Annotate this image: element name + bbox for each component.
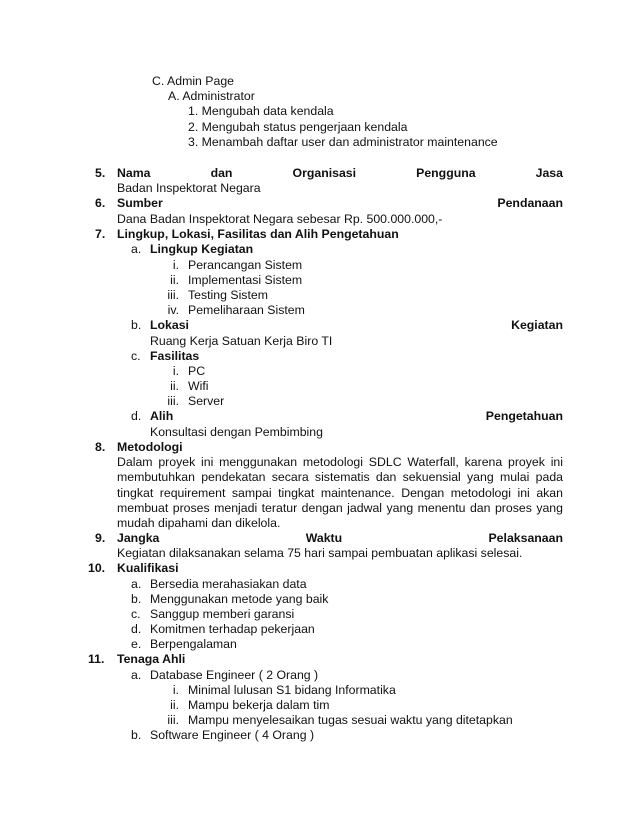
task-item: 2. Mengubah status pengerjaan kendala: [188, 120, 408, 134]
roman-marker: ii.: [170, 379, 179, 393]
administrator-heading: A. Administrator: [168, 89, 255, 103]
section-6-body: Dana Badan Inspektorat Negara sebesar Rp. 500.000.000,-: [117, 212, 443, 226]
roman-marker: iii.: [167, 713, 179, 727]
list-item: Minimal lulusan S1 bidang Informatika: [188, 683, 396, 697]
section-9-heading: [117, 531, 563, 546]
list-marker: a.: [131, 242, 142, 256]
list-item: Wifi: [188, 379, 209, 393]
heading-word: Pengguna: [416, 166, 476, 180]
roman-marker: iv.: [167, 303, 179, 317]
heading-word: Pelaksanaan: [488, 531, 563, 545]
list-marker: b.: [131, 592, 142, 606]
subsection-heading: Software Engineer ( 4 Orang ): [150, 728, 315, 742]
task-item: 3. Menambah daftar user dan administrator maintenance: [188, 135, 498, 149]
list-item: Menggunakan metode yang baik: [150, 592, 329, 606]
heading-word: Pengetahuan: [485, 409, 563, 423]
heading-word: Nama: [117, 166, 151, 180]
heading-word: Jasa: [535, 166, 563, 180]
list-marker: a.: [131, 577, 142, 591]
heading-word: Pendanaan: [497, 196, 563, 210]
list-item: Mampu menyelesaikan tugas sesuai waktu yang ditetapkan: [188, 713, 513, 727]
section-10-heading: Kualifikasi: [117, 561, 179, 575]
section-number: 7.: [95, 227, 106, 241]
section-number: 9.: [95, 531, 106, 545]
section-number: 10.: [88, 561, 106, 575]
subsection-heading: [150, 409, 563, 424]
heading-word: Kegiatan: [511, 318, 563, 332]
section-number: 11.: [88, 652, 105, 666]
section-5-body: Badan Inspektorat Negara: [117, 181, 261, 195]
section-11-heading: Tenaga Ahli: [117, 652, 186, 666]
heading-word: Organisasi: [292, 166, 357, 180]
list-marker: a.: [131, 668, 142, 682]
list-item: Implementasi Sistem: [188, 273, 303, 287]
roman-marker: iii.: [167, 288, 179, 302]
list-item: PC: [188, 364, 206, 378]
task-item: 1. Mengubah data kendala: [188, 104, 334, 118]
subsection-body: Konsultasi dengan Pembimbing: [150, 425, 323, 439]
list-item: Mampu bekerja dalam tim: [188, 698, 330, 712]
heading-word: Lokasi: [150, 318, 189, 332]
heading-word: Sumber: [117, 196, 163, 210]
roman-marker: ii.: [170, 698, 179, 712]
subsection-heading: [150, 318, 563, 333]
section-number: 5.: [95, 166, 106, 180]
roman-marker: iii.: [167, 394, 179, 408]
heading-word: Alih: [150, 409, 174, 423]
section-6-heading: [117, 196, 563, 211]
roman-marker: ii.: [170, 273, 179, 287]
roman-marker: i.: [172, 258, 179, 272]
list-item: Komitmen terhadap pekerjaan: [150, 622, 315, 636]
subsection-heading: Fasilitas: [150, 349, 200, 363]
list-marker: e.: [131, 637, 142, 651]
admin-page-heading: C. Admin Page: [152, 74, 235, 88]
subsection-body: Ruang Kerja Satuan Kerja Biro TI: [150, 334, 333, 348]
list-marker: d.: [131, 622, 142, 636]
list-marker: c.: [131, 349, 141, 363]
list-marker: c.: [131, 607, 141, 621]
list-item: Perancangan Sistem: [188, 258, 303, 272]
subsection-heading: Lingkup Kegiatan: [150, 242, 254, 256]
list-marker: d.: [131, 409, 142, 423]
roman-marker: i.: [172, 683, 179, 697]
list-item: Pemeliharaan Sistem: [188, 303, 305, 317]
subsection-heading: Database Engineer ( 2 Orang ): [150, 668, 319, 682]
list-marker: b.: [131, 728, 142, 742]
list-marker: b.: [131, 318, 142, 332]
section-number: 6.: [95, 196, 106, 210]
list-item: Bersedia merahasiakan data: [150, 577, 307, 591]
list-item: Server: [188, 394, 225, 408]
section-7-heading: Lingkup, Lokasi, Fasilitas dan Alih Pengetahuan: [117, 227, 399, 241]
list-item: Testing Sistem: [188, 288, 268, 302]
list-item: Berpengalaman: [150, 637, 237, 651]
heading-word: Waktu: [305, 531, 343, 545]
list-item: Sanggup memberi garansi: [150, 607, 295, 621]
section-5-heading: [117, 166, 563, 181]
section-number: 8.: [95, 440, 106, 454]
roman-marker: i.: [172, 364, 179, 378]
heading-word: Jangka: [117, 531, 160, 545]
section-9-body: Kegiatan dilaksanakan selama 75 hari sampai pembuatan aplikasi selesai.: [117, 546, 523, 560]
section-8-heading: Metodologi: [117, 440, 183, 454]
heading-word: dan: [210, 166, 233, 180]
section-8-body: Dalam proyek ini menggunakan metodologi SDLC Waterfall, karena proyek ini membutuhkan pendekatan secara sistematis dan sekuensial yang mulai pada tingkat requirement sampai tingkat maintenance. Dengan metodologi ini akan membuat proses menjadi teratur dengan jadwal yang menentu dan proses yang mudah dipahami dan dikelola.: [117, 455, 563, 531]
